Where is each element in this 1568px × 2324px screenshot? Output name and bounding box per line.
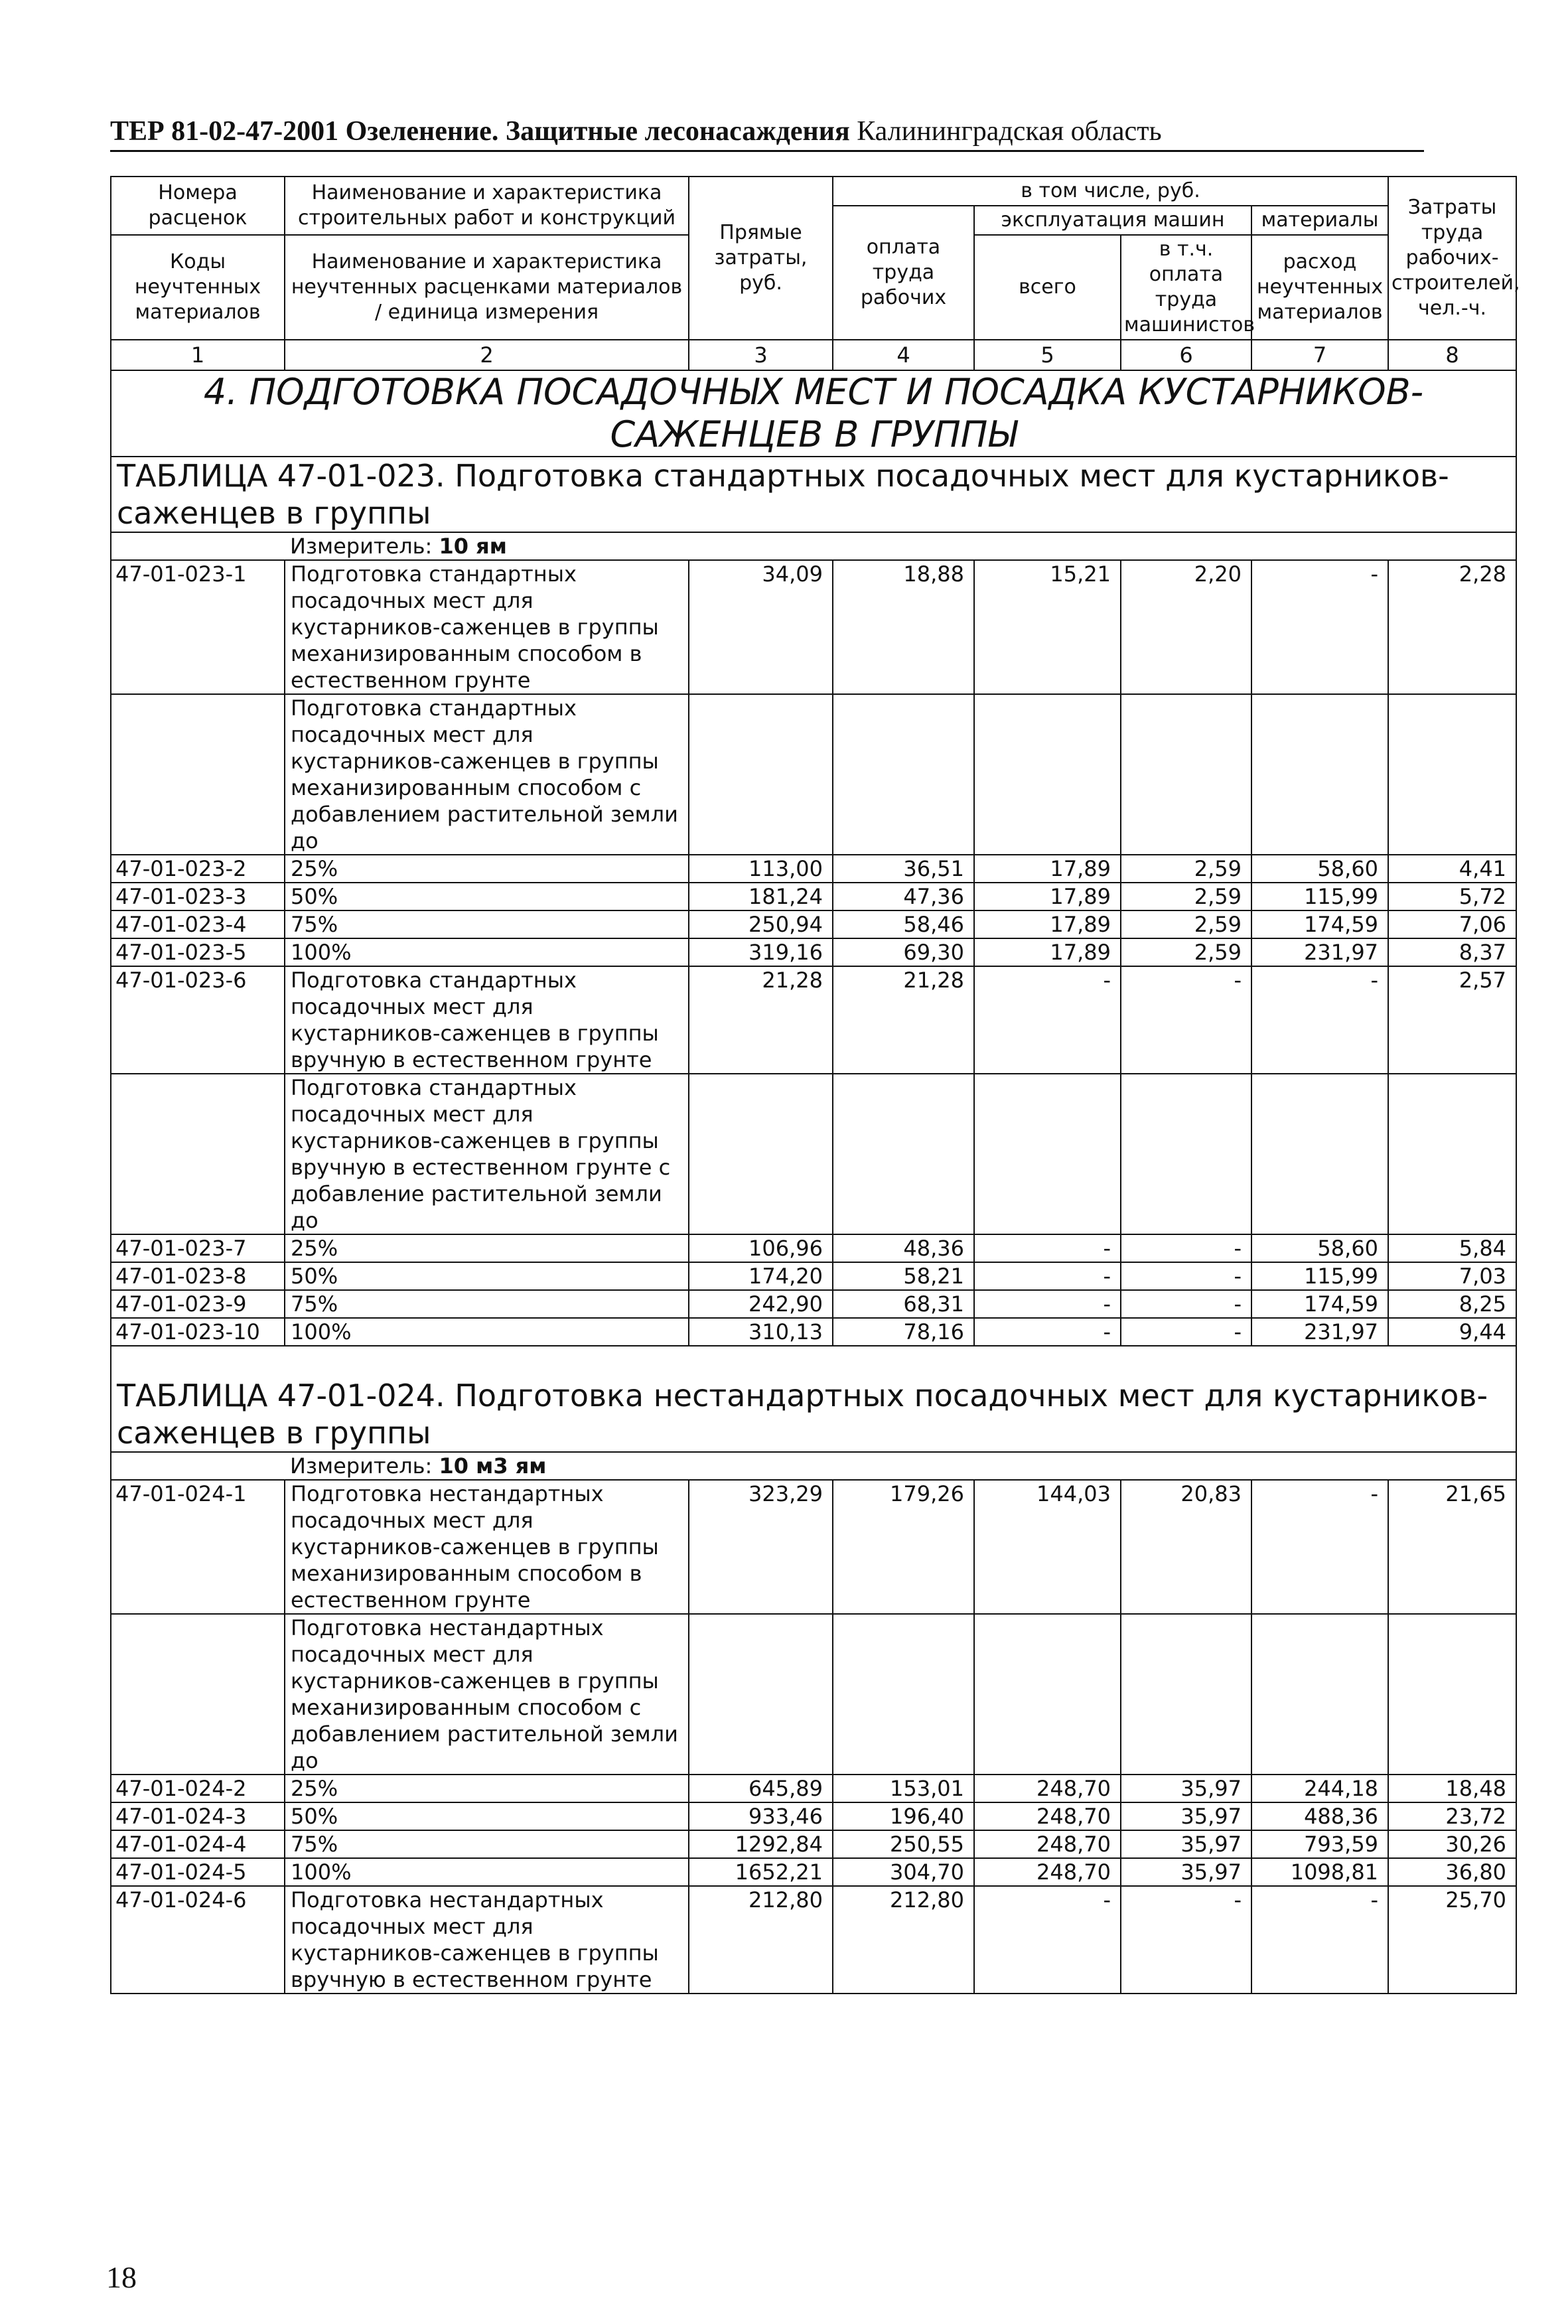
table-row — [111, 1290, 1516, 1318]
materials-cost: 488,36 — [1251, 1802, 1388, 1830]
machinist-wage: - — [1121, 1262, 1251, 1290]
rate-code: 47-01-023-2 — [111, 855, 285, 883]
labor-wage: 18,88 — [833, 560, 974, 694]
labor-wage: 68,31 — [833, 1290, 974, 1318]
machine-cost-total: - — [974, 1290, 1121, 1318]
labor-hours: 7,06 — [1388, 910, 1516, 938]
column-number: 7 — [1251, 340, 1388, 370]
labor-hours: 5,72 — [1388, 883, 1516, 910]
rate-code: 47-01-023-7 — [111, 1234, 285, 1262]
machine-cost-total: - — [974, 1886, 1121, 1994]
work-description: 25% — [285, 1775, 689, 1802]
labor-wage — [833, 1074, 974, 1234]
machine-cost-total: - — [974, 1262, 1121, 1290]
document-region: Калининградская область — [857, 116, 1162, 147]
machine-cost-total: 248,70 — [974, 1830, 1121, 1858]
labor-wage: 250,55 — [833, 1830, 974, 1858]
table-47-01-023-rows — [111, 560, 1516, 1346]
machine-cost-total — [974, 694, 1121, 855]
labor-hours — [1388, 694, 1516, 855]
direct-cost — [689, 694, 833, 855]
section-title: 4. ПОДГОТОВКА ПОСАДОЧНЫХ МЕСТ И ПОСАДКА КУСТАРНИКОВ-САЖЕНЦЕВ В ГРУППЫ — [111, 370, 1516, 457]
machine-cost-total: - — [974, 966, 1121, 1074]
machine-cost-total — [974, 1074, 1121, 1234]
machine-cost-total: 144,03 — [974, 1480, 1121, 1614]
materials-cost: 174,59 — [1251, 910, 1388, 938]
direct-cost: 113,00 — [689, 855, 833, 883]
table-row — [111, 1775, 1516, 1802]
work-description: Подготовка стандартных посадочных мест для кустарников-саженцев в группы механизированным способом с добавлением растительной земли до — [285, 694, 689, 855]
machine-cost-total: 17,89 — [974, 910, 1121, 938]
machine-cost-total: 17,89 — [974, 883, 1121, 910]
machine-cost-total: 248,70 — [974, 1802, 1121, 1830]
machine-cost-total: 248,70 — [974, 1775, 1121, 1802]
machinist-wage: 35,97 — [1121, 1802, 1251, 1830]
labor-hours: 2,57 — [1388, 966, 1516, 1074]
work-description: 75% — [285, 1290, 689, 1318]
labor-wage: 58,21 — [833, 1262, 974, 1290]
materials-cost: 58,60 — [1251, 1234, 1388, 1262]
labor-hours: 30,26 — [1388, 1830, 1516, 1858]
labor-wage — [833, 694, 974, 855]
direct-cost: 1652,21 — [689, 1858, 833, 1886]
machine-cost-total: 17,89 — [974, 938, 1121, 966]
materials-cost: 58,60 — [1251, 855, 1388, 883]
labor-wage: 153,01 — [833, 1775, 974, 1802]
machine-cost-total: 15,21 — [974, 560, 1121, 694]
header-col2-bottom: Наименование и характеристика неучтенных расценками материалов / единица измерения — [285, 235, 689, 340]
column-number: 5 — [974, 340, 1121, 370]
column-number: 3 — [689, 340, 833, 370]
header-col1-top: Номера расценок — [111, 177, 285, 235]
header-col7: расход неучтенных материалов — [1251, 235, 1388, 340]
direct-cost: 174,20 — [689, 1262, 833, 1290]
table-47-01-023-title: ТАБЛИЦА 47-01-023. Подготовка стандартных посадочных мест для кустарников-саженцев в группы — [111, 457, 1516, 532]
running-header — [110, 114, 1424, 152]
work-description: Подготовка стандартных посадочных мест для кустарников-саженцев в группы вручную в естественном грунте с добавление растительной земли до — [285, 1074, 689, 1234]
labor-hours: 36,80 — [1388, 1858, 1516, 1886]
materials-cost: - — [1251, 560, 1388, 694]
direct-cost: 242,90 — [689, 1290, 833, 1318]
work-description: 75% — [285, 1830, 689, 1858]
direct-cost: 250,94 — [689, 910, 833, 938]
direct-cost: 34,09 — [689, 560, 833, 694]
header-materials: материалы — [1251, 206, 1388, 235]
table-row — [111, 1480, 1516, 1614]
unit-of-measure — [285, 1452, 1516, 1480]
rate-code — [111, 1074, 285, 1234]
rate-code: 47-01-023-9 — [111, 1290, 285, 1318]
column-number: 1 — [111, 340, 285, 370]
materials-cost: 174,59 — [1251, 1290, 1388, 1318]
labor-hours: 25,70 — [1388, 1886, 1516, 1994]
table-row — [111, 1830, 1516, 1858]
labor-hours: 23,72 — [1388, 1802, 1516, 1830]
machinist-wage: - — [1121, 1886, 1251, 1994]
labor-wage — [833, 1614, 974, 1775]
labor-wage: 69,30 — [833, 938, 974, 966]
table-row — [111, 855, 1516, 883]
work-description: Подготовка стандартных посадочных мест для кустарников-саженцев в группы вручную в естественном грунте — [285, 966, 689, 1074]
table-row — [111, 883, 1516, 910]
table-row — [111, 1886, 1516, 1994]
machinist-wage: 35,97 — [1121, 1858, 1251, 1886]
machinist-wage — [1121, 1614, 1251, 1775]
rate-code — [111, 694, 285, 855]
machinist-wage: 2,20 — [1121, 560, 1251, 694]
work-description: 50% — [285, 883, 689, 910]
table-47-01-024-rows — [111, 1480, 1516, 1994]
table-row — [111, 1234, 1516, 1262]
labor-hours: 5,84 — [1388, 1234, 1516, 1262]
labor-hours: 8,37 — [1388, 938, 1516, 966]
machinist-wage: - — [1121, 1318, 1251, 1346]
unit-label: Измеритель: — [290, 1453, 433, 1479]
work-description: 100% — [285, 1318, 689, 1346]
machine-cost-total: - — [974, 1318, 1121, 1346]
price-table — [110, 176, 1520, 1994]
table-row — [111, 1858, 1516, 1886]
header-in-total: в том числе, руб. — [833, 177, 1388, 206]
machine-cost-total — [974, 1614, 1121, 1775]
rate-code: 47-01-024-1 — [111, 1480, 285, 1614]
materials-cost: 231,97 — [1251, 1318, 1388, 1346]
direct-cost: 21,28 — [689, 966, 833, 1074]
work-description: 100% — [285, 938, 689, 966]
labor-wage: 58,46 — [833, 910, 974, 938]
column-numbers-row — [111, 340, 1516, 370]
machine-cost-total: - — [974, 1234, 1121, 1262]
rate-code: 47-01-024-6 — [111, 1886, 285, 1994]
labor-wage: 304,70 — [833, 1858, 974, 1886]
header-col5: всего — [974, 235, 1121, 340]
labor-hours — [1388, 1074, 1516, 1234]
header-col3: Прямые затраты, руб. — [689, 177, 833, 340]
work-description: Подготовка нестандартных посадочных мест для кустарников-саженцев в группы механизированным способом с добавлением растительной земли до — [285, 1614, 689, 1775]
unit-label: Измеритель: — [290, 534, 433, 559]
rate-code: 47-01-023-8 — [111, 1262, 285, 1290]
machine-cost-total: 17,89 — [974, 855, 1121, 883]
materials-cost: - — [1251, 1886, 1388, 1994]
direct-cost: 106,96 — [689, 1234, 833, 1262]
materials-cost — [1251, 1074, 1388, 1234]
column-number: 2 — [285, 340, 689, 370]
labor-hours: 18,48 — [1388, 1775, 1516, 1802]
machinist-wage: - — [1121, 1234, 1251, 1262]
work-description: 50% — [285, 1262, 689, 1290]
header-col4: оплата труда рабочих — [833, 206, 974, 340]
labor-hours: 2,28 — [1388, 560, 1516, 694]
header-machines: эксплуатация машин — [974, 206, 1251, 235]
direct-cost: 1292,84 — [689, 1830, 833, 1858]
materials-cost: 1098,81 — [1251, 1858, 1388, 1886]
materials-cost — [1251, 694, 1388, 855]
labor-hours: 8,25 — [1388, 1290, 1516, 1318]
work-description: 25% — [285, 1234, 689, 1262]
rate-code: 47-01-024-3 — [111, 1802, 285, 1830]
table-row — [111, 1262, 1516, 1290]
header-col2-top: Наименование и характеристика строительных работ и конструкций — [285, 177, 689, 235]
table-47-01-024-title: ТАБЛИЦА 47-01-024. Подготовка нестандартных посадочных мест для кустарников-саженцев в группы — [111, 1346, 1516, 1452]
work-description: Подготовка нестандартных посадочных мест для кустарников-саженцев в группы механизированным способом в естественном грунте — [285, 1480, 689, 1614]
work-description: 50% — [285, 1802, 689, 1830]
labor-wage: 78,16 — [833, 1318, 974, 1346]
labor-wage: 36,51 — [833, 855, 974, 883]
materials-cost: 244,18 — [1251, 1775, 1388, 1802]
direct-cost: 181,24 — [689, 883, 833, 910]
table-row — [111, 560, 1516, 694]
materials-cost — [1251, 1614, 1388, 1775]
work-description: Подготовка стандартных посадочных мест для кустарников-саженцев в группы механизированным способом в естественном грунте — [285, 560, 689, 694]
rate-code — [111, 1614, 285, 1775]
work-description: Подготовка нестандартных посадочных мест для кустарников-саженцев в группы вручную в естественном грунте — [285, 1886, 689, 1994]
rate-code: 47-01-024-4 — [111, 1830, 285, 1858]
labor-wage: 196,40 — [833, 1802, 974, 1830]
column-number: 6 — [1121, 340, 1251, 370]
machinist-wage: 35,97 — [1121, 1775, 1251, 1802]
labor-wage: 48,36 — [833, 1234, 974, 1262]
labor-hours: 9,44 — [1388, 1318, 1516, 1346]
direct-cost: 212,80 — [689, 1886, 833, 1994]
machinist-wage: 2,59 — [1121, 883, 1251, 910]
direct-cost: 933,46 — [689, 1802, 833, 1830]
direct-cost — [689, 1614, 833, 1775]
machinist-wage: 2,59 — [1121, 910, 1251, 938]
materials-cost: 115,99 — [1251, 1262, 1388, 1290]
unit-value: 10 ям — [439, 534, 507, 559]
header-col1-bottom: Коды неучтенных материалов — [111, 235, 285, 340]
labor-hours: 4,41 — [1388, 855, 1516, 883]
column-number: 4 — [833, 340, 974, 370]
header-col6: в т.ч. оплата труда машинистов — [1121, 235, 1251, 340]
rate-code: 47-01-023-3 — [111, 883, 285, 910]
rate-code: 47-01-023-4 — [111, 910, 285, 938]
materials-cost: - — [1251, 1480, 1388, 1614]
table-row — [111, 910, 1516, 938]
labor-hours — [1388, 1614, 1516, 1775]
labor-wage: 212,80 — [833, 1886, 974, 1994]
direct-cost: 645,89 — [689, 1775, 833, 1802]
materials-cost: - — [1251, 966, 1388, 1074]
rate-code: 47-01-023-5 — [111, 938, 285, 966]
document-code-title: ТЕР 81-02-47-2001 Озеленение. Защитные лесонасаждения — [110, 116, 850, 147]
table-row — [111, 1074, 1516, 1234]
unit-value: 10 м3 ям — [439, 1453, 547, 1479]
machine-cost-total: 248,70 — [974, 1858, 1121, 1886]
machinist-wage: 35,97 — [1121, 1830, 1251, 1858]
machinist-wage: - — [1121, 1290, 1251, 1318]
rate-code: 47-01-024-5 — [111, 1858, 285, 1886]
header-col8: Затраты труда рабочих-строителей, чел.-ч. — [1388, 177, 1516, 340]
labor-hours: 7,03 — [1388, 1262, 1516, 1290]
machinist-wage: 2,59 — [1121, 855, 1251, 883]
work-description: 25% — [285, 855, 689, 883]
machinist-wage: 20,83 — [1121, 1480, 1251, 1614]
materials-cost: 231,97 — [1251, 938, 1388, 966]
machinist-wage: - — [1121, 966, 1251, 1074]
table-row — [111, 694, 1516, 855]
materials-cost: 793,59 — [1251, 1830, 1388, 1858]
direct-cost — [689, 1074, 833, 1234]
materials-cost: 115,99 — [1251, 883, 1388, 910]
rate-code: 47-01-023-10 — [111, 1318, 285, 1346]
rate-code: 47-01-024-2 — [111, 1775, 285, 1802]
machinist-wage: 2,59 — [1121, 938, 1251, 966]
labor-wage: 179,26 — [833, 1480, 974, 1614]
table-row — [111, 1802, 1516, 1830]
rate-code: 47-01-023-6 — [111, 966, 285, 1074]
table-row — [111, 1614, 1516, 1775]
labor-wage: 21,28 — [833, 966, 974, 1074]
column-number: 8 — [1388, 340, 1516, 370]
work-description: 75% — [285, 910, 689, 938]
table-row — [111, 966, 1516, 1074]
table-row — [111, 1318, 1516, 1346]
direct-cost: 323,29 — [689, 1480, 833, 1614]
work-description: 100% — [285, 1858, 689, 1886]
table-row — [111, 938, 1516, 966]
unit-of-measure — [285, 532, 1516, 560]
direct-cost: 310,13 — [689, 1318, 833, 1346]
rate-code: 47-01-023-1 — [111, 560, 285, 694]
page-number: 18 — [106, 2260, 137, 2294]
machinist-wage — [1121, 694, 1251, 855]
machinist-wage — [1121, 1074, 1251, 1234]
direct-cost: 319,16 — [689, 938, 833, 966]
labor-wage: 47,36 — [833, 883, 974, 910]
labor-hours: 21,65 — [1388, 1480, 1516, 1614]
